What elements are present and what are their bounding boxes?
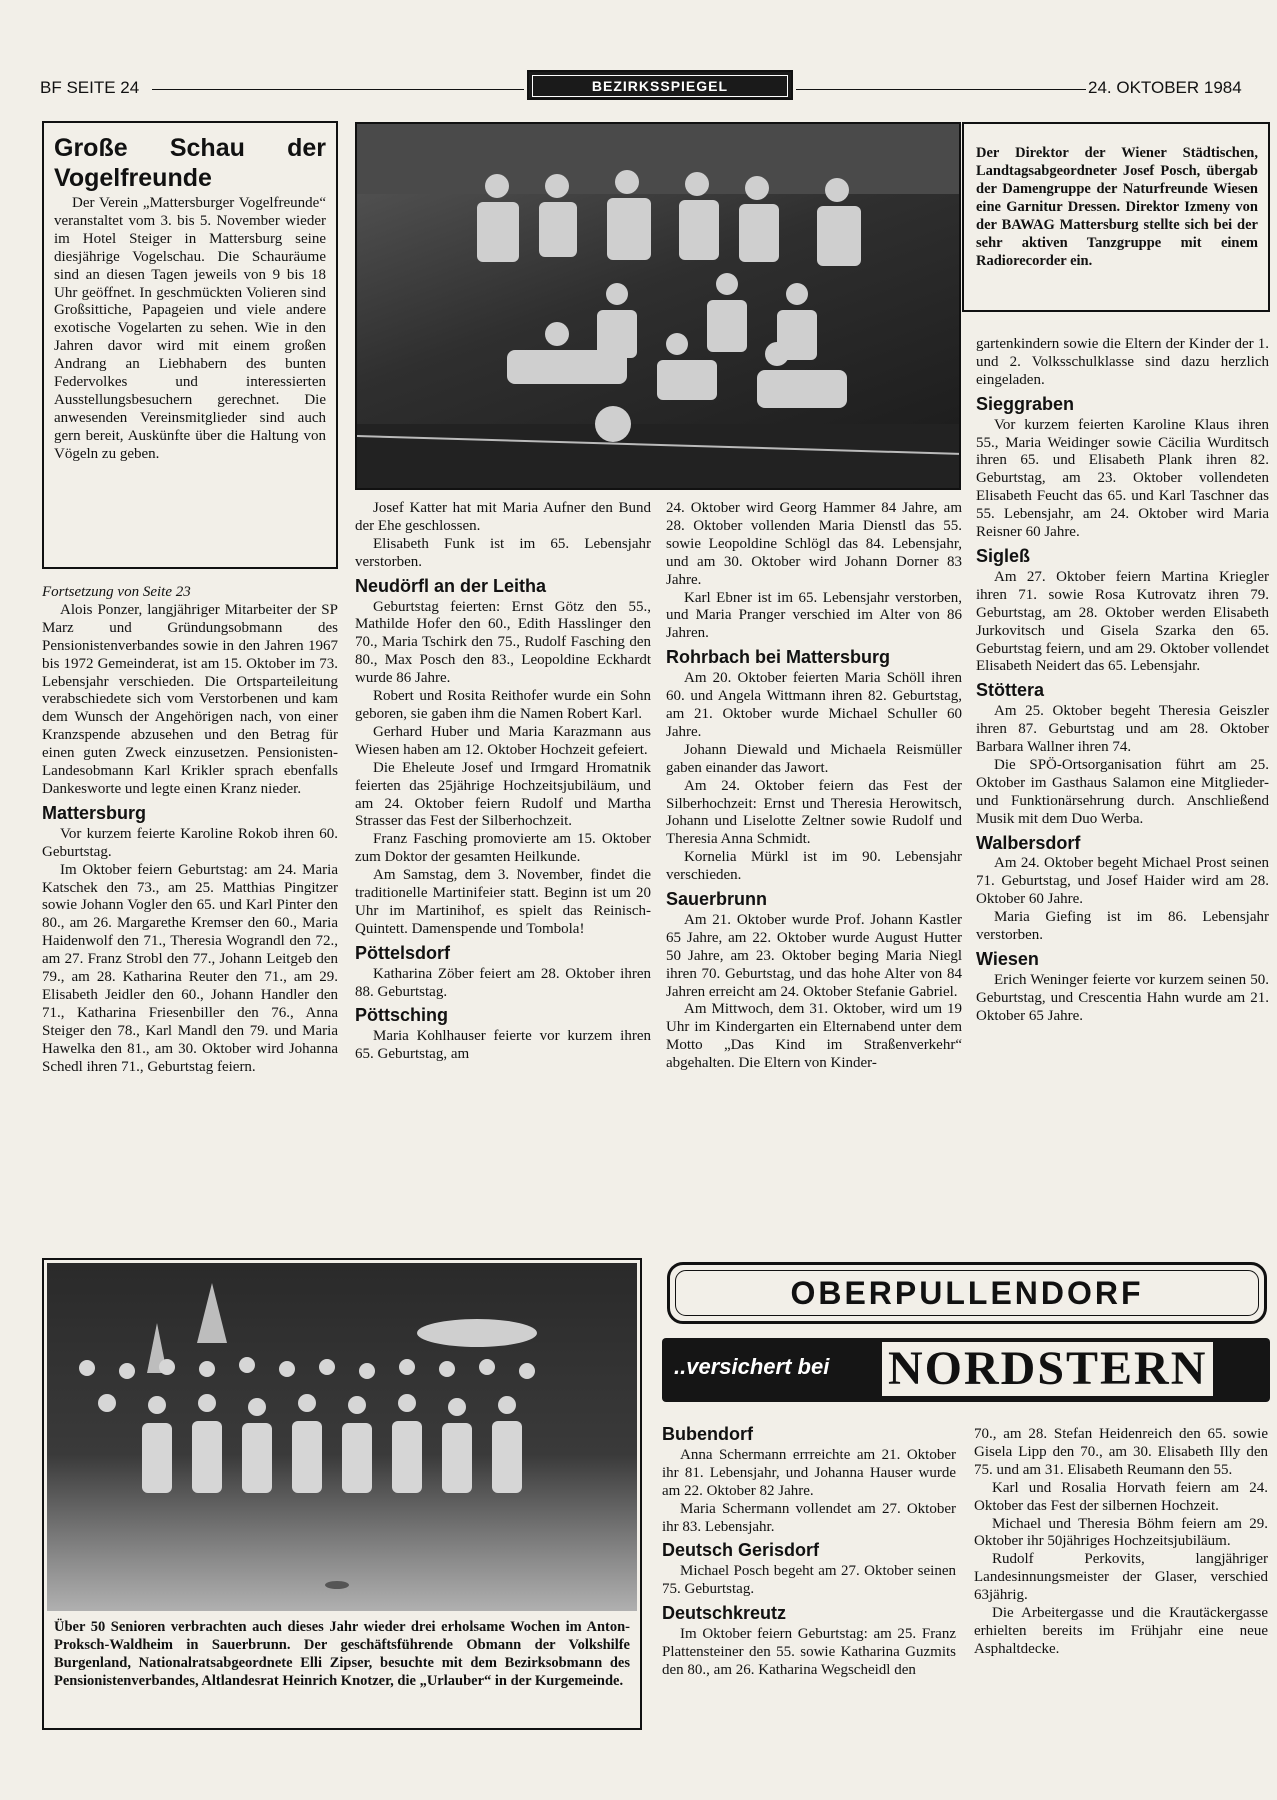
paragraph: Erich Weninger feierte vor kurzem seinen 50. Geburtstag, und Crescentia Hahn wurde am 21. Oktober 65 Jahre. bbox=[976, 971, 1269, 1024]
column-2 bbox=[355, 500, 651, 1064]
paragraph: Kornelia Mürkl ist im 90. Lebensjahr verschieden. bbox=[666, 849, 962, 884]
section-title: BEZIRKSSPIEGEL bbox=[532, 75, 788, 97]
paragraph: Am 25. Oktober begeht Theresia Geiszler ihren 87. Geburtstag und am 28. Oktober Barbara Wallner ihren 74. bbox=[976, 703, 1269, 756]
paragraph: Die Arbeitergasse und die Krautäckergasse erhielten bereits im Frühjahr eine neue Asphaltdecke. bbox=[974, 1605, 1268, 1657]
paragraph: Am 24. Oktober begeht Michael Prost seinen 71. Geburtstag, und Josef Haider wird am 28. Oktober 60 Jahre. bbox=[976, 855, 1269, 908]
paragraph: Karl und Rosalia Horvath feiern am 24. Oktober das Fest der silbernen Hochzeit. bbox=[974, 1479, 1268, 1514]
paragraph: Maria Schermann vollendet am 27. Oktober ihr 83. Lebensjahr. bbox=[662, 1500, 956, 1535]
heading-sieggraben: Sieggraben bbox=[976, 393, 1075, 414]
paragraph: Gerhard Huber und Maria Karazmann aus Wiesen haben am 12. Oktober Hochzeit gefeiert. bbox=[355, 723, 651, 758]
paragraph: 24. Oktober wird Georg Hammer 84 Jahre, am 28. Oktober vollenden Maria Dienstl das 55. sowie Leopoldine Schlögl das 84. Lebensjahr, und am 30. Oktober wird Johann Dorner 83 Jahre. bbox=[666, 500, 962, 588]
column-1 bbox=[42, 584, 338, 1076]
photo-naturfreunde bbox=[355, 122, 961, 490]
ad-slogan: ..versichert bei bbox=[674, 1354, 830, 1379]
crowd-silhouettes bbox=[47, 1263, 637, 1611]
paragraph: Am Mittwoch, dem 31. Oktober, wird um 19 Uhr im Kindergarten ein Elternabend unter dem Motto „Das Kind im Straßenverkehr“ abgehalten. Die Eltern von Kinder- bbox=[666, 1001, 962, 1072]
heading-poettsching: Pöttsching bbox=[355, 1005, 448, 1026]
paragraph: Robert und Rosita Reithofer wurde ein Sohn geboren, sie gaben ihm die Namen Robert Karl. bbox=[355, 688, 651, 722]
paragraph: Karl Ebner ist im 65. Lebensjahr verstorben, und Maria Pranger verschied im Alter von 86 Jahren. bbox=[666, 589, 962, 642]
paragraph: Johann Diewald und Michaela Reismüller gaben einander das Jawort. bbox=[666, 741, 962, 776]
paragraph: Anna Schermann errreichte am 21. Oktober ihr 81. Lebensjahr, und Johanna Hauser wurde am 22. Oktober 82 Jahre. bbox=[662, 1446, 956, 1499]
photo-caption-box bbox=[962, 122, 1270, 312]
paragraph: Im Oktober feiern Geburtstag: am 24. Maria Katschek den 73., am 25. Matthias Pingitzer sowie Johann Vogler den 65. und Karl Pinter den 80., am 26. Margarethe Kremser den 60., Maria Haidenwolf den 71., Theresia Wograndl den 72., am 27. Franz Strobl den 77., Johann Leitgeb den 79., am 28. Katharina Reuter den 71., am 29. Elisabeth Jeidler den 60., Johann Handler den 71., Katharina Friesenbiller den 76., Anna Steiger den 78., Karl Mandl den 79. und Maria Hawelka den 81., am 30. Oktober wird Johanna Schedl ihren 71., Geburtstag feiern. bbox=[42, 861, 338, 1075]
section-masthead bbox=[527, 70, 793, 100]
paragraph: Am 20. Oktober feierten Maria Schöll ihren 60. und Angela Wittmann ihren 82. Geburtstag, am 21. Oktober wurde Michael Schuller 60 Jahre. bbox=[666, 670, 962, 740]
paragraph: Katharina Zöber feiert am 28. Oktober ihren 88. Geburtstag. bbox=[355, 965, 651, 1000]
paragraph: Michael und Theresia Böhm feiern am 29. Oktober ihr 50jähriges Hochzeitsjubiläum. bbox=[974, 1515, 1268, 1550]
paragraph: Vor kurzem feierten Karoline Klaus ihren 55., Maria Weidinger sowie Cäcilia Wurditsch ihren 65. und Elisabeth Plank ihren 82. Geburtstag, am 23. Oktober vollendeten Elisabeth Feucht das 65. und Karl Taschner das 55. Lebensjahr, am 24. Oktober wird Maria Reisner 60 Jahre. bbox=[976, 416, 1269, 541]
ad-brand: NORDSTERN bbox=[882, 1342, 1213, 1396]
paragraph: Franz Fasching promovierte am 15. Oktober zum Doktor der gesamten Heilkunde. bbox=[355, 831, 651, 866]
photo-senioren bbox=[47, 1263, 637, 1611]
paragraph: Maria Kohlhauser feierte vor kurzem ihren 65. Geburtstag, am bbox=[355, 1028, 651, 1063]
paragraph: Elisabeth Funk ist im 65. Lebensjahr verstorben. bbox=[355, 535, 651, 570]
oberpullendorf-banner bbox=[667, 1262, 1267, 1324]
heading-mattersburg: Mattersburg bbox=[42, 802, 147, 823]
heading-deutschkreutz: Deutschkreutz bbox=[662, 1603, 787, 1624]
heading-bubendorf: Bubendorf bbox=[662, 1424, 753, 1444]
paragraph: Im Oktober feiern Geburtstag: am 25. Franz Plattensteiner den 55. sowie Katharina Guzmits den 80., am 26. Katharina Wegscheidl den bbox=[662, 1626, 956, 1678]
paragraph: Am Samstag, dem 3. November, findet die traditionelle Martinifeier statt. Beginn ist um 20 Uhr im Martinihof, es spielt das Reinisch-Quintett. Damenspende und Tombola! bbox=[355, 867, 651, 937]
vogel-text: Der Verein „Mattersburger Vogelfreunde“ veranstaltet vom 3. bis 5. November wieder im Hotel Steiger in Mattersburg seine diesjährige Vogelschau. Die Schauräume sind an diesen Tagen jeweils von 9 bis 18 Uhr geöffnet. In geschmückten Volieren sind Großsittiche, Papageien und viele andere exotische Vogelarten zu sehen. Wie in den Jahren davor wird mit einem großen Andrang an Liebhabern des bunten Federvolkes und interessierten Ausstellungsbesuchern gerechnet. Die anwesenden Vereinsmitglieder sind auch gern bereit, Auskünfte über die Haltung von Vögeln zu geben. bbox=[54, 195, 326, 462]
column-5 bbox=[662, 1420, 956, 1680]
paragraph: Michael Posch begeht am 27. Oktober seinen 75. Geburtstag. bbox=[662, 1563, 956, 1598]
paragraph: Die Eheleute Josef und Irmgard Hromatnik feierten das 25jährige Hochzeitsjubiläum, und am 24. Oktober feiern Rudolf und Martha Strasser das Fest der Silberhochzeit. bbox=[355, 759, 651, 830]
heading-sigless: Sigleß bbox=[976, 545, 1031, 566]
column-3 bbox=[666, 500, 962, 1073]
paragraph: Rudolf Perkovits, langjähriger Landesinnungsmeister der Glaser, verschied 63jährig. bbox=[974, 1551, 1268, 1604]
paragraph: Vor kurzem feierte Karoline Rokob ihren 60. Geburtstag. bbox=[42, 825, 338, 860]
photo1-caption: Der Direktor der Wiener Städtischen, Landtagsabgeordneter Josef Posch, übergab der Damengruppe der Naturfreunde Wiesen eine Garnitur Dressen. Direktor Izmeny von der BAWAG Mattersburg stellte sich bei der sehr aktiven Tanzgruppe mit einem Radiorecorder ein. bbox=[976, 145, 1258, 269]
continued-note: Fortsetzung von Seite 23 bbox=[42, 584, 191, 600]
header-rule-right bbox=[796, 89, 1086, 90]
paragraph: Am 21. Oktober wurde Prof. Johann Kastler 65 Jahre, am 22. Oktober wurde August Hutter 50 Jahre, am 23. Oktober beging Maria Niegl ihren 70. Geburtstag, und das hohe Alter von 84 Jahren erreicht am 24. Oktober Stefanie Gabriel. bbox=[666, 911, 962, 1000]
heading-rohrbach: Rohrbach bei Mattersburg bbox=[666, 647, 891, 668]
senioren-photo-box bbox=[42, 1258, 642, 1730]
paragraph: Am 27. Oktober feiern Martina Kriegler ihren 71. sowie Rosa Kutrovatz ihren 79. Geburtstag, am 28. Oktober werden Elisabeth Jurkovitsch und Gisela Szarka den 65. Geburtstag feiern, und am 29. Oktober vollendet Elisabeth Neidert das 65. Lebensjahr. bbox=[976, 568, 1269, 675]
photo2-caption: Über 50 Senioren verbrachten auch dieses Jahr wieder drei erholsame Wochen im Anton-Proksch-Waldheim in Sauerbrunn. Der geschäftsführende Obmann der Volkshilfe Burgenland, Nationalratsabgeordnete Elli Zipser, besuchte mit dem Bezirksobmann des Pensionistenverbandes, Altlandesrat Heinrich Knotzer, die „Urlauber“ in der Kurgemeinde. bbox=[54, 1619, 630, 1689]
paragraph: Die SPÖ-Ortsorganisation führt am 25. Oktober im Gasthaus Salamon eine Mitglieder- und Funktionärsehrung durch. Anschließend Musik mit dem Duo Werba. bbox=[976, 756, 1269, 827]
paragraph: Alois Ponzer, langjähriger Mitarbeiter der SP Marz und Gründungsobmann des Pensionistenverbandes sowie in den Jahren 1967 bis 1972 Gemeinderat, ist am 15. Oktober im 73. Lebensjahr verschieden. Die Ortsparteileitung verabschiedete sich vom Verstorbenen und kam dem Wunsch der Angehörigen nach, von einer Kranzspende abzusehen und den Betrag für einen guten Zweck einzusetzen. Pensionisten-Landesobmann Karl Krikler sprach ebenfalls Dankesworte und legte einen Kranz nieder. bbox=[42, 601, 338, 797]
paragraph: Am 24. Oktober feiern das Fest der Silberhochzeit: Ernst und Theresia Herowitsch, Johann und Liselotte Zeltner sowie Rudolf und Theresia Anna Schmidt. bbox=[666, 777, 962, 848]
column-6 bbox=[974, 1426, 1268, 1659]
heading-walbersdorf: Walbersdorf bbox=[976, 832, 1081, 853]
banner-title: OBERPULLENDORF bbox=[790, 1275, 1144, 1311]
column-4 bbox=[976, 336, 1269, 1026]
page-number: BF SEITE 24 bbox=[40, 78, 140, 97]
paragraph: Maria Giefing ist im 86. Lebensjahr verstorben. bbox=[976, 909, 1269, 944]
paragraph: gartenkindern sowie die Eltern der Kinder der 1. und 2. Volksschulklasse sind dazu herzlich eingeladen. bbox=[976, 336, 1269, 388]
header-rule-left bbox=[152, 89, 524, 90]
group-silhouettes bbox=[357, 124, 961, 490]
heading-stoettera: Stöttera bbox=[976, 680, 1045, 701]
heading-wiesen: Wiesen bbox=[976, 949, 1039, 969]
heading-neudoerfl: Neudörfl an der Leitha bbox=[355, 575, 547, 596]
vogel-headline: Große Schau der Vogelfreunde bbox=[54, 134, 326, 192]
paragraph: Geburtstag feierten: Ernst Götz den 55., Mathilde Hofer den 60., Edith Hasslinger den 70., Maria Tschirk den 75., Rudolf Fasching den 80., Max Posch den 83., Leopoldine Eckhardt wurde 86 Jahre. bbox=[355, 598, 651, 687]
nordstern-ad bbox=[662, 1338, 1270, 1402]
heading-poettelsdorf: Pöttelsdorf bbox=[355, 942, 451, 963]
heading-deutsch-gerisdorf: Deutsch Gerisdorf bbox=[662, 1540, 820, 1561]
issue-date: 24. OKTOBER 1984 bbox=[1088, 78, 1242, 97]
vogel-article-box bbox=[42, 121, 338, 569]
paragraph: 70., am 28. Stefan Heidenreich den 65. sowie Gisela Lipp den 70., am 30. Elisabeth Illy den 75. und am 31. Elisabeth Reumann den 55. bbox=[974, 1426, 1268, 1478]
paragraph: Josef Katter hat mit Maria Aufner den Bund der Ehe geschlossen. bbox=[355, 500, 651, 534]
heading-sauerbrunn: Sauerbrunn bbox=[666, 889, 768, 910]
